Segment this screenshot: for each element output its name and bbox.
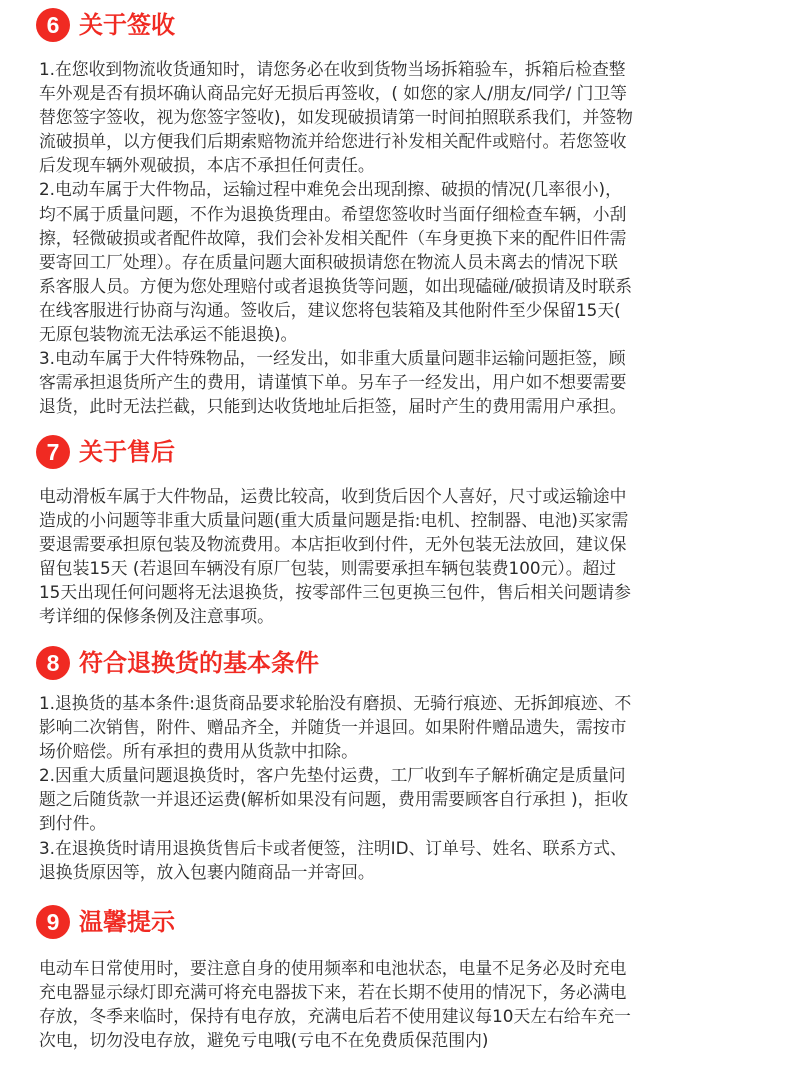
text-line: 电动车日常使用时，要注意自身的使用频率和电池状态，电量不足务必及时充电	[39, 958, 627, 978]
text-line: 存放，冬季来临时，保持有电存放，充满电后若不使用建议每10天左右给车充一	[39, 1006, 631, 1027]
text-line: 留包装15天 (若退回车辆没有原厂包装，则需要承担车辆包装费100元）。超过	[39, 558, 617, 579]
text-line: 到付件。	[39, 813, 107, 834]
section-heading	[36, 5, 175, 45]
text-line: 充电器显示绿灯即充满可将充电器拔下来，若在长期不使用的情况下，务必满电	[39, 982, 627, 1003]
text-line: 考详细的保修条例及注意事项。	[39, 606, 274, 627]
section-title: 关于签收	[79, 11, 175, 39]
text-line: 无原包装物流无法承运不能退换)。	[39, 324, 298, 345]
text-line: 车外观是否有损坏确认商品完好无损后再签收，( 如您的家人/朋友/同学/ 门卫等	[39, 83, 627, 104]
text-line: 1.退换货的基本条件:退货商品要求轮胎没有磨损、无骑行痕迹、无拆卸痕迹、不	[39, 693, 632, 713]
text-line: 要退需要承担原包装及物流费用。本店拒收到付件，无外包装无法放回，建议保	[39, 534, 627, 555]
section-heading	[36, 902, 175, 942]
text-line: 15天出现任何问题将无法退换货，按零部件三包更换三包件，售后相关问题请参	[39, 582, 631, 603]
text-line: 次电，切勿没电存放，避免亏电哦(亏电不在免费质保范围内)	[39, 1030, 489, 1051]
text-line: 2.电动车属于大件物品，运输过程中难免会出现刮擦、破损的情况(几率很小)，	[39, 179, 622, 200]
text-line: 题之后随货款一并退还运费(解析如果没有问题，费用需要顾客自行承担 )，拒收	[39, 789, 628, 810]
text-line: 系客服人员。方便为您处理赔付或者退换货等问题，如出现磕碰/破损请及时联系	[39, 275, 633, 296]
section-number-badge: 9	[36, 905, 70, 939]
section-body	[39, 57, 633, 418]
section-heading	[36, 432, 175, 472]
text-line: 3.电动车属于大件特殊物品，一经发出，如非重大质量问题非运输问题拒签，顾	[39, 348, 626, 369]
text-line: 3.在退换货时请用退换货售后卡或者便签，注明ID、订单号、姓名、联系方式、	[39, 837, 627, 858]
section-title: 关于售后	[79, 438, 175, 466]
text-line: 擦，轻微破损或者配件故障，我们会补发相关配件（车身更换下来的配件旧件需	[39, 227, 627, 248]
section-number-badge: 8	[36, 646, 70, 680]
text-line: 客需承担退货所产生的费用，请谨慎下单。另车子一经发出，用户如不想要需要	[39, 372, 627, 393]
text-line: 场价赔偿。所有承担的费用从货款中扣除。	[39, 741, 358, 762]
text-line: 1.在您收到物流收货通知时，请您务必在收到货物当场拆箱验车，拆箱后检查整	[39, 59, 626, 79]
text-line: 退换货原因等，放入包裹内随商品一并寄回。	[39, 861, 375, 882]
text-line: 电动滑板车属于大件物品，运费比较高，收到货后因个人喜好，尺寸或运输途中	[39, 486, 627, 506]
section-body	[39, 956, 631, 1052]
section-body	[39, 484, 631, 629]
text-line: 2.因重大质量问题退换货时，客户先垫付运费，工厂收到车子解析确定是质量问	[39, 765, 626, 786]
text-line: 退货，此时无法拦截，只能到达收货地址后拒签，届时产生的费用需用户承担。	[39, 396, 627, 417]
text-line: 替您签字签收，视为您签字签收)，如发现破损请第一时间拍照联系我们，并签物	[39, 107, 633, 128]
section-number-badge: 7	[36, 435, 70, 469]
text-line: 造成的小问题等非重大质量问题(重大质量问题是指:电机、控制器、电池)买家需	[39, 510, 629, 531]
text-line: 影响二次销售，附件、赠品齐全，并随货一并退回。如果附件赠品遗失，需按市	[39, 717, 627, 738]
text-line: 均不属于质量问题，不作为退换货理由。希望您签收时当面仔细检查车辆，小刮	[39, 203, 627, 224]
text-line: 在线客服进行协商与沟通。签收后，建议您将包装箱及其他附件至少保留15天(	[39, 299, 621, 320]
text-line: 后发现车辆外观破损，本店不承担任何责任。	[39, 155, 375, 176]
section-title: 符合退换货的基本条件	[79, 649, 319, 677]
section-number-badge: 6	[36, 8, 70, 42]
section-body	[39, 691, 631, 884]
section-title: 温馨提示	[79, 908, 175, 936]
text-line: 流破损单，以方便我们后期索赔物流并给您进行补发相关配件或赔付。若您签收	[39, 131, 627, 152]
section-heading	[36, 643, 319, 683]
text-line: 要寄回工厂处理）。存在质量问题大面积破损请您在物流人员未离去的情况下联	[39, 251, 618, 272]
